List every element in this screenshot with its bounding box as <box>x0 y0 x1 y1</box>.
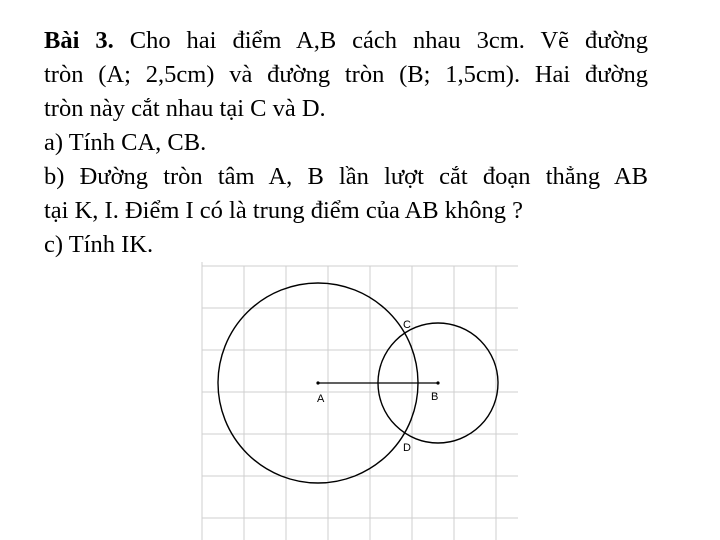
geometry-diagram <box>198 262 528 540</box>
point-label-d: D <box>403 442 411 454</box>
point-label-b: B <box>431 391 439 403</box>
question-b-line-1: b) Đường tròn tâm A, B lần lượt cắt đoạn thẳng AB <box>44 163 648 190</box>
problem-line-2: tròn (A; 2,5cm) và đường tròn (B; 1,5cm). Hai đường <box>44 61 648 88</box>
problem-line-3: tròn này cắt nhau tại C và D. <box>44 95 326 122</box>
geometry-figure <box>198 262 528 540</box>
question-a: a) Tính CA, CB. <box>44 129 207 156</box>
question-c: c) Tính IK. <box>44 231 154 258</box>
question-b-line-2: tại K, I. Điểm I có là trung điểm của AB không ? <box>44 197 523 224</box>
problem-statement <box>44 24 648 262</box>
grid-lines <box>202 262 518 540</box>
problem-intro-text: Cho hai điểm A,B cách nhau 3cm. Vẽ đường <box>113 27 648 54</box>
problem-title: Bài 3. <box>44 27 114 54</box>
point-b-dot <box>436 381 439 384</box>
point-a-dot <box>316 381 319 384</box>
point-label-a: A <box>317 393 325 405</box>
point-label-c: C <box>403 319 411 331</box>
problem-line-1 <box>44 24 648 58</box>
